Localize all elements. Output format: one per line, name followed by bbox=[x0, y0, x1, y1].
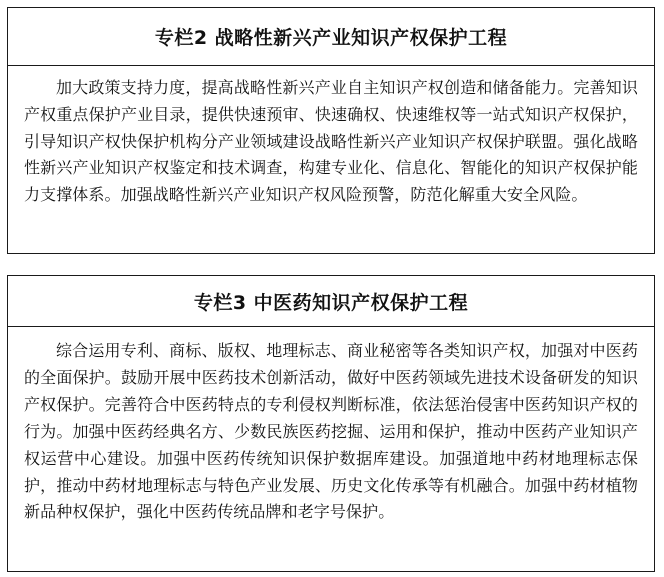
column-body-2: 加大政策支持力度，提高战略性新兴产业自主知识产权创造和储备能力。完善知识产权重点保护产业目录，提供快速预审、快速确权、快速维权等一站式知识产权保护，引导知识产权快保护机构分产业领域建设战略性新兴产业知识产权保护联盟。强化战略性新兴产业知识产权鉴定和技术调查，构建专业化、信息化、智能化的知识产权保护能力支撑体系。加强战略性新兴产业知识产权风险预警，防范化解重大安全风险。 bbox=[24, 78, 638, 205]
column-box-2 bbox=[7, 7, 655, 254]
column-title-2: 专栏2 战略性新兴产业知识产权保护工程 bbox=[8, 8, 654, 66]
column-box-3 bbox=[7, 275, 655, 572]
column-title-3: 专栏3 中医药知识产权保护工程 bbox=[8, 276, 654, 327]
column-body-3: 综合运用专利、商标、版权、地理标志、商业秘密等各类知识产权，加强对中医药的全面保护。鼓励开展中医药技术创新活动，做好中医药领域先进技术设备研发的知识产权保护。完善符合中医药特点的专利侵权判断标准，依法惩治侵害中医药知识产权的行为。加强中医药经典名方、少数民族医药挖掘、运用和保护，推动中医药产业知识产权运营中心建设。加强中医药传统知识保护数据库建设。加强道地中药材地理标志保护，推动中药材地理标志与特色产业发展、历史文化传承等有机融合。加强中药材植物新品种权保护，强化中医药传统品牌和老字号保护。 bbox=[24, 341, 638, 522]
